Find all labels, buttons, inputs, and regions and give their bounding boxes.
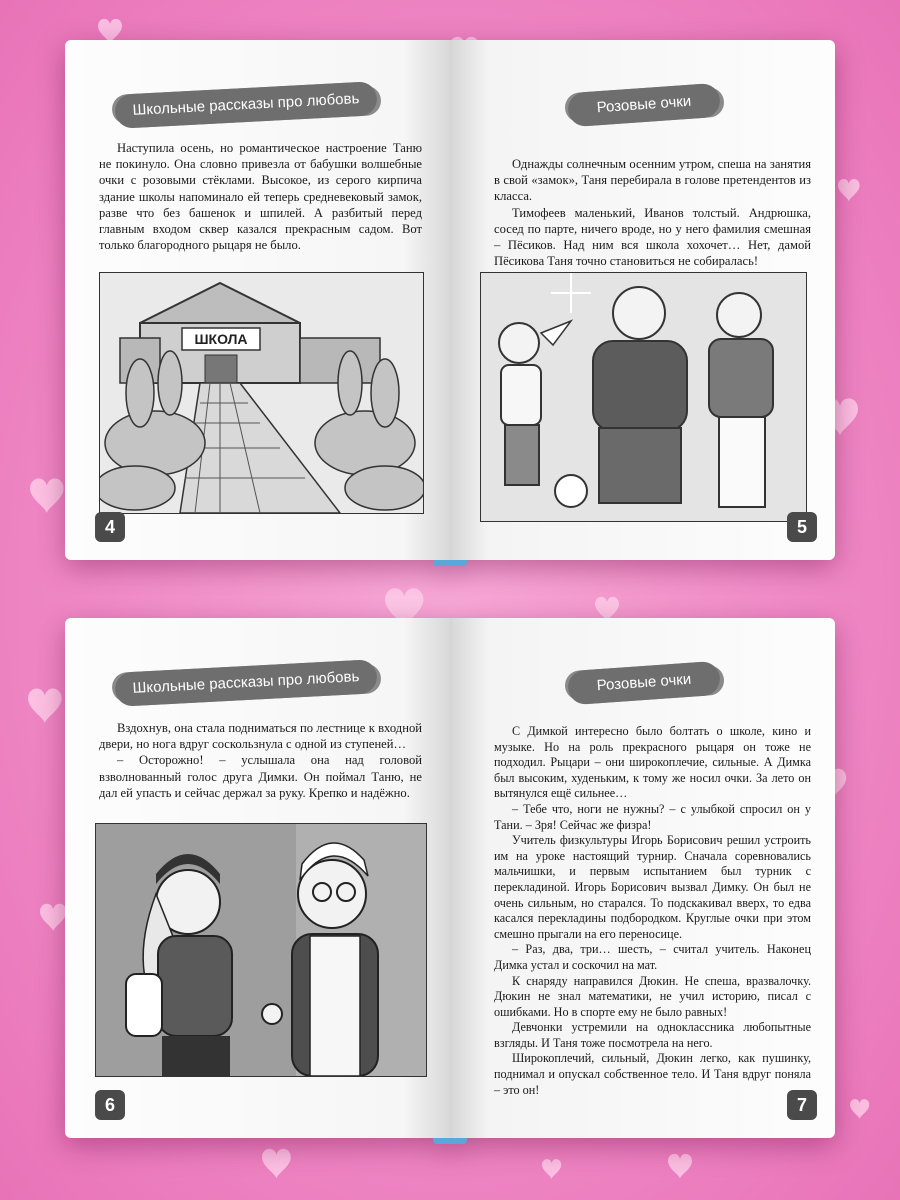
page-number-badge: 4 bbox=[95, 512, 125, 542]
page-number-badge: 6 bbox=[95, 1090, 125, 1120]
school-sign: ШКОЛА bbox=[194, 331, 248, 347]
page-text bbox=[494, 724, 811, 1098]
paragraph: – Раз, два, три… шесть, – считал учитель. Наконец Димка устал и соскочил на мат. bbox=[494, 942, 811, 972]
paragraph: – Осторожно! – услышала она над головой взволнованный голос друга Димки. Он поймал Таню, не дал ей упасть и сейчас держал за руку. Крепко и надёжно. bbox=[99, 753, 422, 800]
paragraph: Однажды солнечным осенним утром, спеша на занятия в свой «замок», Таня перебирала в голове претендентов из класса. bbox=[494, 157, 811, 204]
paragraph: Тимофеев маленький, Иванов толстый. Андрюшка, сосед по парте, ничего вроде, но у него фамилия смешная – Пёсиков. Над ним вся школа хохочет… Нет, дамой Пёсикова Таня точно становиться не собиралась! bbox=[494, 205, 811, 269]
page-5 bbox=[450, 40, 835, 560]
paragraph: К снаряду направился Дюкин. Не спеша, вразвалочку. Дюкин не знал математики, не учил историю, писал с ошибками. Но в спорте ему не было равных! bbox=[494, 973, 811, 1019]
page-header: Школьные рассказы про любовь bbox=[114, 659, 377, 707]
paragraph: Вздохнув, она стала подниматься по лестнице к входной двери, но нога вдруг соскользнула с одной из ступеней… bbox=[99, 721, 422, 752]
page-number-badge: 7 bbox=[787, 1090, 817, 1120]
holding-hands-illustration bbox=[95, 823, 427, 1077]
page-6 bbox=[65, 618, 450, 1138]
page-header: Розовые очки bbox=[567, 661, 721, 706]
book-spread-top bbox=[65, 40, 835, 560]
paragraph: Наступила осень, но романтическое настроение Таню не покинуло. Она словно привезла от бабушки волшебные очки с розовыми стёклами. Высокое, из серого кирпича здание школы напоминало ей теперь средневековый замок, разве что без башенок и шпилей. А разбитый перед главным входом сквер казался прекрасным садом. Вот только благородного рыцаря не было. bbox=[99, 141, 422, 253]
paragraph: Широкоплечий, сильный, Дюкин легко, как пушинку, поднимал и опускал собственное тело. И Таня вдруг поняла – это он! bbox=[494, 1051, 811, 1097]
page-number-badge: 5 bbox=[787, 512, 817, 542]
page-text bbox=[99, 720, 422, 801]
page-4 bbox=[65, 40, 450, 560]
page-text bbox=[494, 156, 811, 269]
boys-illustration bbox=[480, 272, 807, 522]
paragraph: – Тебе что, ноги не нужны? – с улыбкой спросил он у Тани. – Зря! Сейчас же физра! bbox=[494, 801, 811, 832]
paragraph: С Димкой интересно было болтать о школе, кино и музыке. Но на роль прекрасного рыцаря он тоже не подходил. Рыцари – они широкоплечие, сильные. А Димка был высоким, худеньким, к тому же носил очки. За лето он вытянулся ещё сильнее… bbox=[494, 724, 811, 801]
paragraph: Девчонки устремили на одноклассника любопытные взгляды. И Таня тоже посмотрела на него. bbox=[494, 1020, 811, 1050]
book-spread-bottom bbox=[65, 618, 835, 1138]
page-7 bbox=[450, 618, 835, 1138]
page-text bbox=[99, 140, 422, 253]
page-header: Розовые очки bbox=[567, 83, 721, 128]
page-header: Школьные рассказы про любовь bbox=[114, 81, 377, 129]
paragraph: Учитель физкультуры Игорь Борисович решил устроить им на уроке настоящий турнир. Сначала соревновались мальчишки, и первым испытанием был турник с перекладиной. Игорь Борисович вызвал Димку. Он был не очень сильным, но старался. То подскакивал вверх, то едва касался перекладины подбородком. Круглые очки при этом смешно прыгали на его переносице. bbox=[494, 833, 811, 941]
school-illustration bbox=[99, 272, 424, 514]
